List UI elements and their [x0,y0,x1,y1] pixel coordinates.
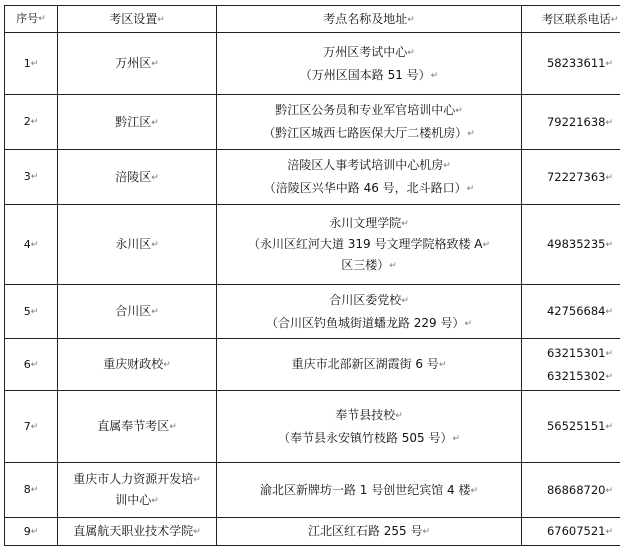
cell-area-text: 合川区 [115,304,151,318]
paragraph-mark-icon: ↵ [606,486,614,496]
paragraph-mark-icon: ↵ [151,173,159,183]
cell-site [217,285,522,339]
cell-area-text: 直属航天职业技术学院 [73,524,193,538]
paragraph-mark-icon: ↵ [606,173,614,183]
paragraph-mark-icon: ↵ [395,411,403,421]
paragraph-mark-icon: ↵ [606,118,614,128]
paragraph-mark-icon: ↵ [606,349,614,359]
paragraph-mark-icon: ↵ [443,161,451,171]
paragraph-mark-icon: ↵ [151,59,159,69]
cell-phone [522,33,620,95]
paragraph-mark-icon: ↵ [455,106,463,116]
cell-no-text: 8 [24,483,31,496]
cell-phone-text: 58233611 [547,56,606,70]
cell-phone [522,339,620,391]
cell-phone [522,95,620,150]
cell-no-text: 5 [24,305,31,318]
paragraph-mark-icon: ↵ [423,527,431,537]
paragraph-mark-icon: ↵ [467,129,475,139]
cell-area-text: 重庆市人力资源开发培 [73,472,193,486]
paragraph-mark-icon: ↵ [31,172,39,182]
paragraph-mark-icon: ↵ [483,240,491,250]
cell-area-text: 永川区 [115,237,151,251]
cell-phone [522,518,620,546]
cell-site-text: 区三楼） [341,258,389,272]
cell-area-text: 训中心 [115,493,151,507]
cell-no [5,339,58,391]
cell-area-text: 涪陵区 [115,170,151,184]
cell-site [217,205,522,285]
cell-site-text: 黔江区公务员和专业军官培训中心 [275,103,455,117]
paragraph-mark-icon: ↵ [606,422,614,432]
cell-site [217,33,522,95]
paragraph-mark-icon: ↵ [31,59,39,69]
paragraph-mark-icon: ↵ [193,475,201,485]
cell-no [5,285,58,339]
cell-area [58,463,217,518]
cell-site-text: 渝北区新牌坊一路 1 号创世纪宾馆 4 楼 [260,483,471,497]
exam-site-table [4,5,620,546]
cell-site [217,95,522,150]
cell-phone-text: 56525151 [547,419,606,433]
cell-area [58,205,217,285]
cell-phone [522,391,620,463]
cell-site-text: 奉节县技校 [335,408,395,422]
cell-area [58,95,217,150]
cell-no [5,463,58,518]
cell-site-text: 涪陵区人事考试培训中心机房 [287,158,443,172]
paragraph-mark-icon: ↵ [31,117,39,127]
table-row [5,391,620,463]
paragraph-mark-icon: ↵ [31,360,39,370]
paragraph-mark-icon: ↵ [467,184,475,194]
cell-no [5,33,58,95]
cell-area [58,33,217,95]
cell-site-text: （涪陵区兴华中路 46 号，北斗路口） [264,181,467,195]
cell-phone-text: 42756684 [547,304,606,318]
paragraph-mark-icon: ↵ [163,360,171,370]
cell-no-text: 6 [24,358,31,371]
table-body [5,33,620,546]
cell-no [5,150,58,205]
paragraph-mark-icon: ↵ [465,319,473,329]
cell-site [217,150,522,205]
paragraph-mark-icon: ↵ [151,496,159,506]
cell-area [58,518,217,546]
paragraph-mark-icon: ↵ [31,307,39,317]
cell-site-text: 合川区委党校 [329,293,401,307]
cell-site-text: 万州区考试中心 [323,45,407,59]
cell-phone-text: 86868720 [547,483,606,497]
paragraph-mark-icon: ↵ [606,527,614,537]
cell-site-text: 重庆市北部新区湖霞街 6 号 [292,357,439,371]
header-phone: 考区联系电话↵ [522,6,620,33]
cell-no-text: 4 [24,238,31,251]
paragraph-mark-icon: ↵ [389,261,397,271]
paragraph-mark-icon: ↵ [151,240,159,250]
cell-area [58,285,217,339]
paragraph-mark-icon: ↵ [453,434,461,444]
cell-phone [522,463,620,518]
cell-area-text: 黔江区 [115,115,151,129]
cell-site [217,463,522,518]
paragraph-mark-icon: ↵ [606,59,614,69]
cell-site-text: （永川区红河大道 319 号文理学院格致楼 A [248,237,483,251]
cell-phone [522,285,620,339]
cell-phone-text: 79221638 [547,115,606,129]
cell-area-text: 万州区 [115,56,151,70]
paragraph-mark-icon: ↵ [151,118,159,128]
table-row [5,33,620,95]
cell-phone-text: 67607521 [547,524,606,538]
paragraph-mark-icon: ↵ [31,485,39,495]
cell-no-text: 2 [24,115,31,128]
table-row [5,150,620,205]
cell-phone [522,205,620,285]
cell-no [5,518,58,546]
table-row [5,95,620,150]
cell-no-text: 7 [24,420,31,433]
table-row [5,463,620,518]
header-site: 考点名称及地址↵ [217,6,522,33]
paragraph-mark-icon: ↵ [31,527,39,537]
paragraph-mark-icon: ↵ [431,71,439,81]
cell-phone-text: 49835235 [547,237,606,251]
cell-no-text: 1 [24,57,31,70]
cell-no [5,205,58,285]
cell-area-text: 直属奉节考区 [97,419,169,433]
paragraph-mark-icon: ↵ [31,422,39,432]
paragraph-mark-icon: ↵ [193,527,201,537]
table-row [5,285,620,339]
paragraph-mark-icon: ↵ [151,307,159,317]
table-header-row [5,6,620,33]
paragraph-mark-icon: ↵ [439,360,447,370]
paragraph-mark-icon: ↵ [401,296,409,306]
cell-area-text: 重庆财政校 [103,357,163,371]
cell-phone-text: 72227363 [547,170,606,184]
cell-no [5,391,58,463]
cell-site-text: （合川区钓鱼城街道蟠龙路 229 号） [266,316,465,330]
cell-no [5,95,58,150]
cell-phone-text: 63215301 [547,346,606,360]
table-row [5,339,620,391]
cell-site-text: 永川文理学院 [329,216,401,230]
paragraph-mark-icon: ↵ [31,240,39,250]
header-area: 考区设置↵ [58,6,217,33]
cell-phone-text: 63215302 [547,369,606,383]
paragraph-mark-icon: ↵ [407,48,415,58]
paragraph-mark-icon: ↵ [470,486,478,496]
table-row [5,205,620,285]
cell-site-text: （黔江区城西七路医保大厅二楼机房） [263,126,467,140]
paragraph-mark-icon: ↵ [401,219,409,229]
cell-site [217,391,522,463]
paragraph-mark-icon: ↵ [606,307,614,317]
cell-area [58,391,217,463]
cell-site-text: 江北区红石路 255 号 [308,524,423,538]
cell-site-text: （万州区国本路 51 号） [300,68,431,82]
cell-phone [522,150,620,205]
cell-site [217,518,522,546]
cell-site-text: （奉节县永安镇竹枝路 505 号） [278,431,453,445]
paragraph-mark-icon: ↵ [606,372,614,382]
cell-area [58,150,217,205]
cell-no-text: 3 [24,170,31,183]
paragraph-mark-icon: ↵ [606,240,614,250]
table-row [5,518,620,546]
header-no: 序号↵ [5,6,58,33]
cell-site [217,339,522,391]
paragraph-mark-icon: ↵ [169,422,177,432]
cell-no-text: 9 [24,525,31,538]
cell-area [58,339,217,391]
